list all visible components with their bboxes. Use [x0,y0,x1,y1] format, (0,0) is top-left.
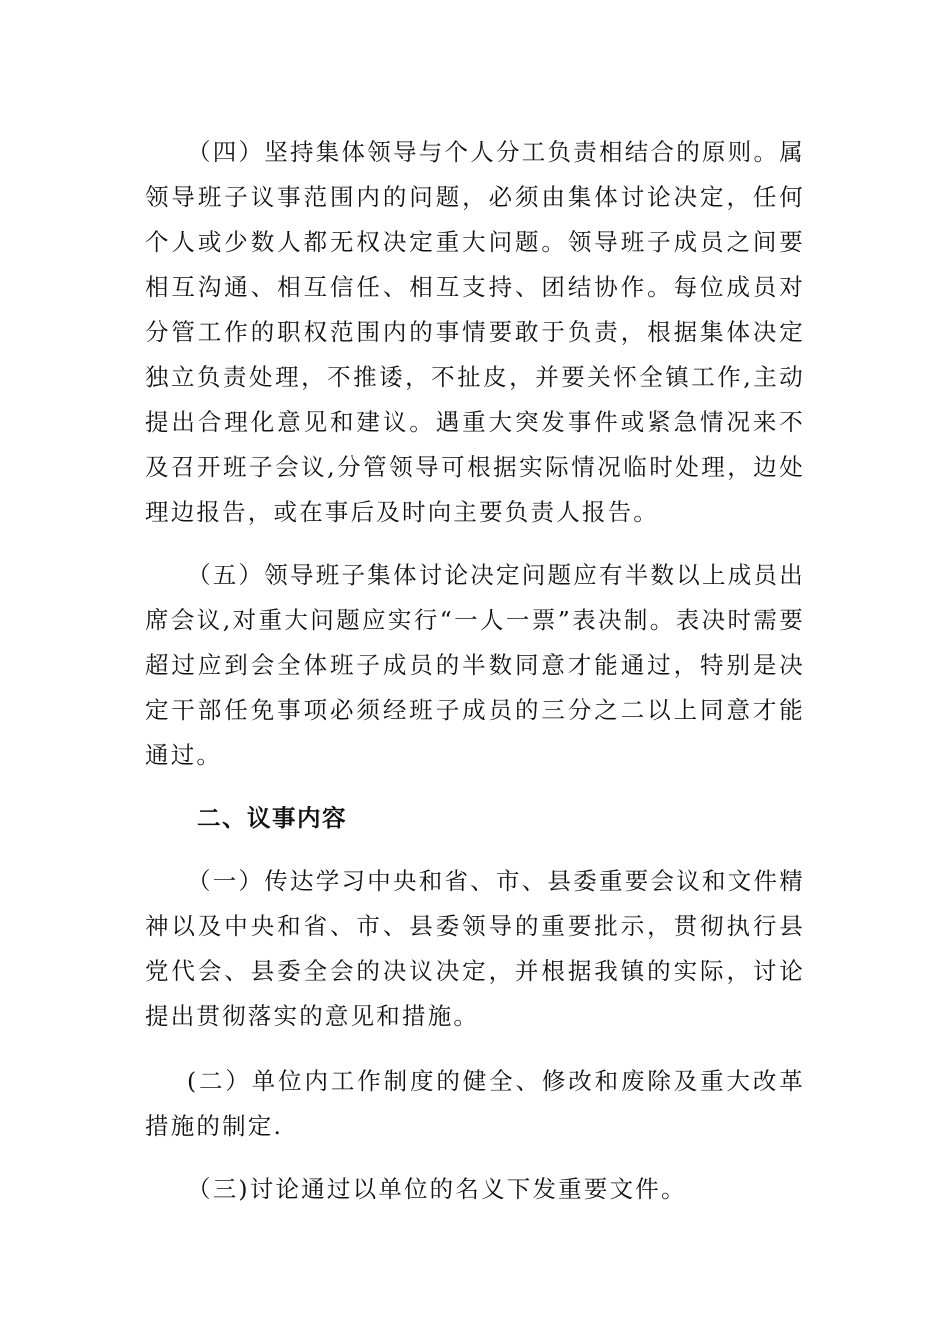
paragraph-agenda-three: （三)讨论通过以单位的名义下发重要文件。 [187,1175,687,1203]
paragraph-agenda-one: （一）传达学习中央和省、市、县委重要会议和文件精神以及中央和省、市、县委领导的重要批示，贯彻执行县党代会、县委全会的决议决定，并根据我镇的实际，讨论提出贯彻落实的意见和措施。 [145,867,805,1030]
document-page [145,130,805,1232]
section-heading-agenda: 二、议事内容 [197,804,347,832]
paragraph-principle-four: （四）坚持集体领导与个人分工负责相结合的原则。属领导班子议事范围内的问题，必须由集体讨论决定，任何个人或少数人都无权决定重大问题。领导班子成员之间要相互沟通、相互信任、相互支持、团结协作。每位成员对分管工作的职权范围内的事情要敢于负责，根据集体决定独立负责处理，不推诿，不扯皮，并要关怀全镇工作,主动提出合理化意见和建议。遇重大突发事件或紧急情况来不及召开班子会议,分管领导可根据实际情况临时处理，边处理边报告，或在事后及时向主要负责人报告。 [145,138,805,526]
paragraph-principle-five: （五）领导班子集体讨论决定问题应有半数以上成员出席会议,对重大问题应实行“一人一票”表决制。表决时需要超过应到会全体班子成员的半数同意才能通过，特别是决定干部任免事项必须经班子成员的三分之二以上同意才能通过。 [145,561,805,769]
paragraph-agenda-two: (二）单位内工作制度的健全、修改和废除及重大改革措施的制定. [145,1067,805,1140]
